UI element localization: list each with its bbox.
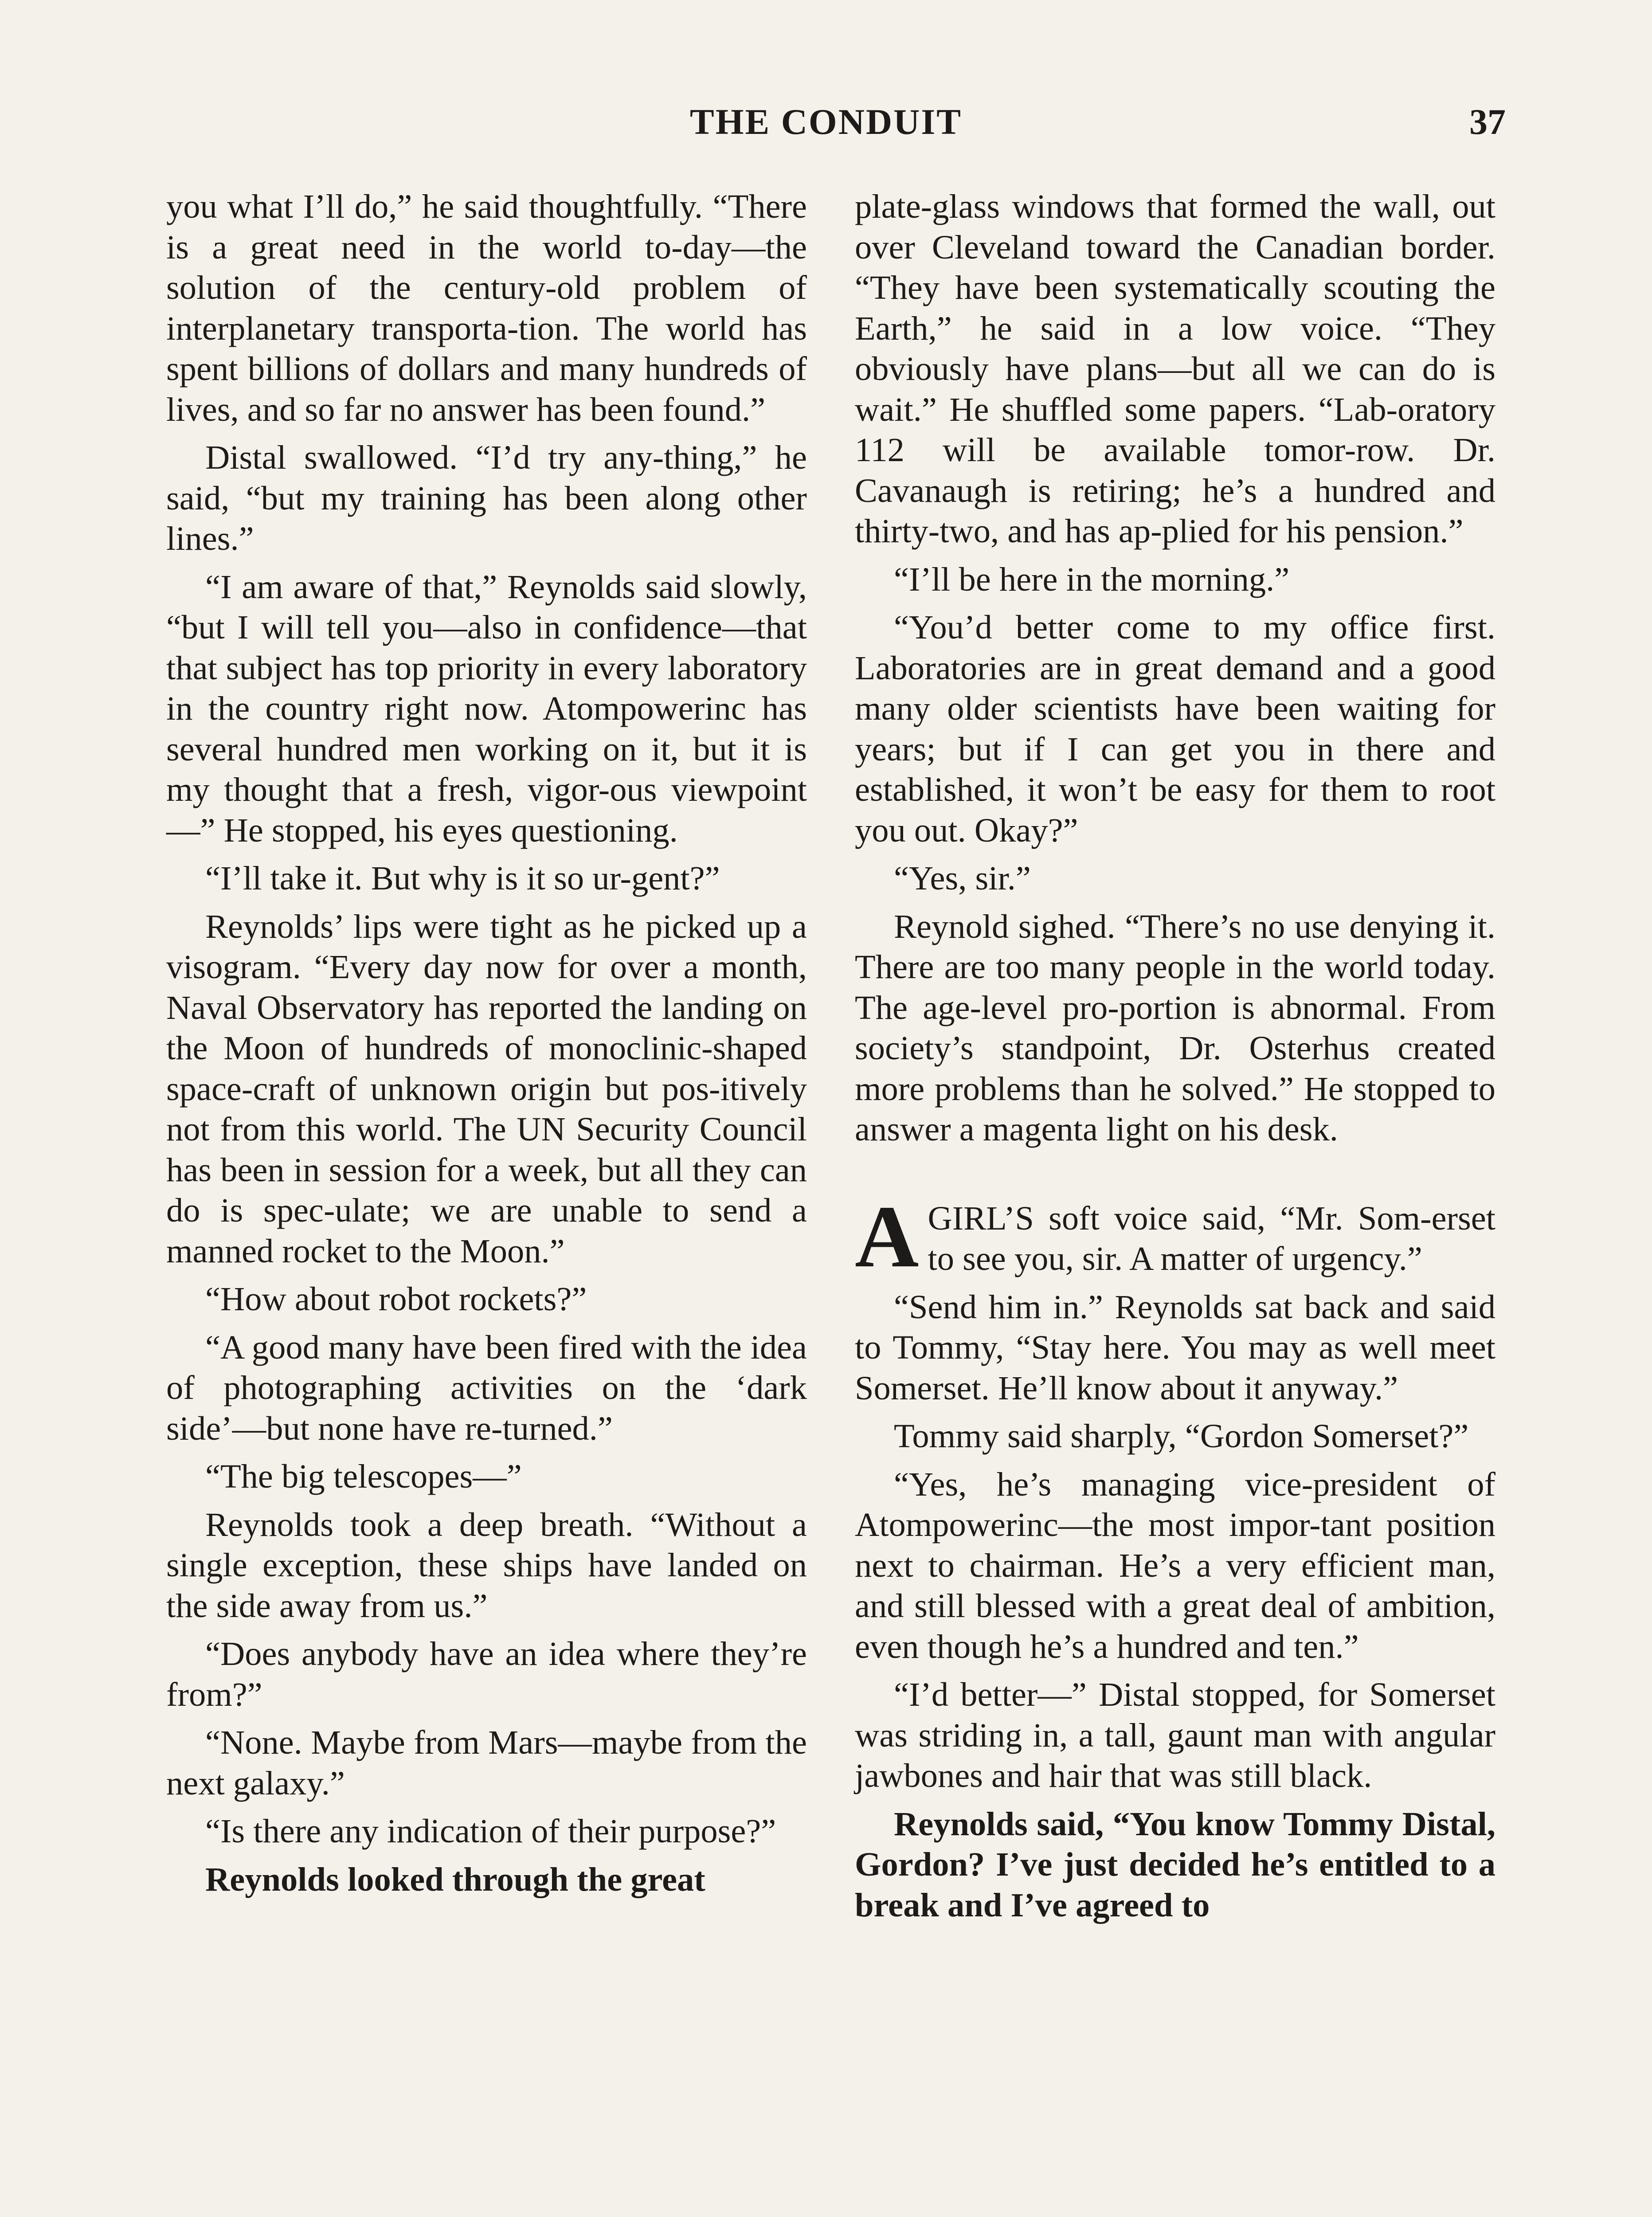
paragraph: plate-glass windows that formed the wall, out over Cleveland toward the Canadian border. “They have been systematically scouting the Earth,” he said in a low voice. “They obviously have plans—but all we can do is wait.” He shuffled some papers. “Lab-oratory 112 will be available tomor-row. Dr. Cavanaugh is retiring; he’s a hundred and thirty-two, and has ap-plied for his pension.” (855, 188, 1495, 550)
paragraph: “I’d better—” Distal stopped, for Somerset was striding in, a tall, gaunt man with angular jawbones and hair that was still black. (855, 1676, 1495, 1794)
paragraph: Distal swallowed. “I’d try any-thing,” he said, “but my training has been along other lines.” (166, 439, 807, 557)
paragraph: Tommy said sharply, “Gordon Somerset?” (894, 1417, 1469, 1455)
page-number: 37 (1469, 102, 1506, 142)
section-break (855, 1157, 1495, 1198)
paragraph: “Is there any indication of their purpose?” (205, 1812, 776, 1850)
paragraph: Reynolds took a deep breath. “Without a single exception, these ships have landed on the side away from us.” (166, 1505, 807, 1625)
paragraph: Reynolds’ lips were tight as he picked up a visogram. “Every day now for over a month, Naval Observatory has reported the landing on the Moon of hundreds of monoclinic-shaped space-craft of unknown origin but pos-itively not from this world. The UN Security Council has been in session for a week, but all they can do is spec-ulate; we are unable to send a manned rocket to the Moon.” (166, 907, 807, 1270)
paragraph: “None. Maybe from Mars—maybe from the next galaxy.” (166, 1723, 807, 1802)
paragraph: “I am aware of that,” Reynolds said slowly, “but I will tell you—also in confidence—that that subject has top priority in every laboratory in the country right now. Atompowerinc has several hundred men working on it, but it is my thought that a fresh, vigor-ous viewpoint—” He stopped, his eyes questioning. (166, 568, 807, 849)
paragraph: “A good many have been fired with the idea of photographing activities on the ‘dark side’—but none have re-turned.” (166, 1328, 807, 1447)
page-header-title: THE CONDUIT (690, 102, 962, 142)
paragraph: “I’ll take it. But why is it so ur-gent?” (205, 859, 720, 897)
paragraph: “The big telescopes—” (205, 1457, 522, 1495)
paragraph: you what I’ll do,” he said thoughtfully. “There is a great need in the world to-day—the solution of the century-old problem of interplanetary transporta-tion. The world has spent billions of dollars and many hundreds of lives, and so far no answer has been found.” (166, 188, 807, 428)
paragraph: Reynold sighed. “There’s no use denying it. There are too many people in the world today. The age-level pro-portion is abnormal. From society’s standpoint, Dr. Osterhus created more problems than he solved.” He stopped to answer a magenta light on his desk. (855, 907, 1495, 1148)
paragraph: “Send him in.” Reynolds sat back and said to Tommy, “Stay here. You may as well meet Somerset. He’ll know about it anyway.” (855, 1288, 1495, 1407)
paragraph: “I’ll be here in the morning.” (894, 560, 1290, 598)
drop-cap: A (855, 1187, 919, 1286)
paragraph: “You’d better come to my office first. Laboratories are in great demand and a good many older scientists have been waiting for years; but if I can get you in there and established, it won’t be easy for them to root you out. Okay?” (855, 608, 1495, 849)
paragraph-text: GIRL’S soft voice said, “Mr. Som-erset to see you, sir. A matter of urgency.” (928, 1199, 1495, 1277)
paragraph: “Yes, he’s managing vice-president of Atompowerinc—the most impor-tant position next to chairman. He’s a very efficient man, and still blessed with a great deal of ambition, even though he’s a hundred and ten.” (855, 1465, 1495, 1665)
left-column (166, 186, 807, 1907)
dropcap-paragraph (855, 1187, 1495, 1286)
paragraph: “Yes, sir.” (894, 859, 1031, 897)
paragraph: Reynolds said, “You know Tommy Distal, Gordon? I’ve just decided he’s entitled to a break and I’ve agreed to (855, 1805, 1495, 1924)
paragraph: “How about robot rockets?” (205, 1280, 587, 1318)
paragraph: Reynolds looked through the great (205, 1860, 705, 1898)
right-column (855, 186, 1495, 1933)
paragraph: “Does anybody have an idea where they’re from?” (166, 1635, 807, 1713)
